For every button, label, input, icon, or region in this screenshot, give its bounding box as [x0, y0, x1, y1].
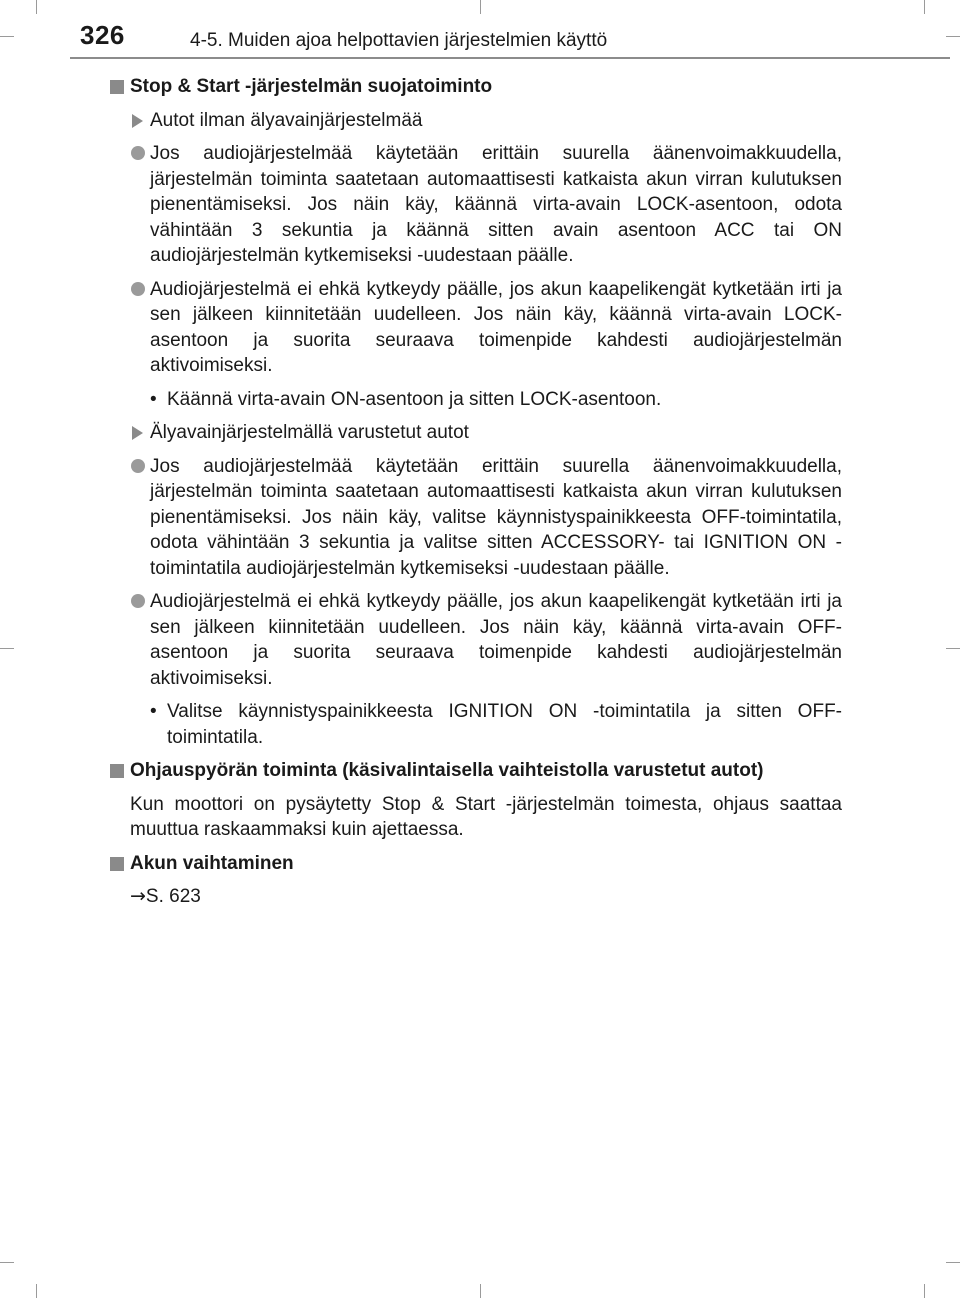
triangle-bullet-icon	[132, 114, 143, 128]
circle-bullet-icon	[131, 594, 145, 608]
crop-mark	[946, 648, 960, 649]
square-bullet-icon	[110, 764, 124, 778]
list-item-text: Audiojärjestelmä ei ehkä kytkeydy päälle, jos akun kaapelikengät kytketään irti ja sen jälkeen kiinnitetään uudelleen. Jos näin käy, käännä virta-avain OFF-asentoon ja suorita seuraava toimenpide kahdesti audiojärjestelmän aktivoimiseksi.	[150, 591, 842, 689]
sub-list-item	[110, 699, 842, 750]
list-item	[110, 454, 842, 582]
page-content	[110, 74, 842, 910]
crop-mark	[480, 1284, 481, 1298]
group-label-text: Autot ilman älyavainjärjestelmää	[150, 109, 423, 131]
section-title: 4-5. Muiden ajoa helpottavien järjestelmien käyttö	[190, 30, 608, 51]
square-bullet-icon	[110, 857, 124, 871]
square-bullet-icon	[110, 80, 124, 94]
crop-mark	[946, 1262, 960, 1263]
small-bullet-icon: •	[150, 388, 157, 410]
page-reference-link[interactable]: S. 623	[145, 886, 201, 907]
circle-bullet-icon	[131, 282, 145, 296]
group-label-text: Älyavainjärjestelmällä varustetut autot	[150, 422, 469, 443]
arrow-right-icon: →	[130, 885, 146, 907]
page-reference	[110, 884, 842, 910]
paragraph: Kun moottori on pysäytetty Stop & Start -järjestelmän toimesta, ohjaus saattaa muuttua raskaammaksi kuin ajettaessa.	[130, 793, 842, 840]
crop-mark	[0, 1262, 14, 1263]
group-label	[110, 420, 842, 446]
list-item	[110, 277, 842, 379]
group-label	[110, 108, 842, 134]
heading-text: Akun vaihtaminen	[130, 852, 294, 874]
crop-mark	[36, 1284, 37, 1298]
circle-bullet-icon	[131, 146, 145, 160]
sub-list-item-text: Käännä virta-avain ON-asentoon ja sitten LOCK-asentoon.	[167, 388, 662, 410]
header-divider	[70, 57, 950, 59]
circle-bullet-icon	[131, 459, 145, 473]
triangle-bullet-icon	[132, 426, 143, 440]
page-number: 326	[80, 20, 125, 50]
section-heading	[110, 851, 842, 877]
list-item-text: Jos audiojärjestelmää käytetään erittäin suurella äänenvoimakkuudella, järjestelmän toiminta saatetaan automaattisesti katkaista akun virran kulutuksen pienentämiseksi. Jos näin käy, valitse käynnistyspainikkeesta OFF-toimintatila, odota vähintään 3 sekuntia ja valitse sitten ACCESSORY- tai IGNITION ON -toimintatila audiojärjestelmän kytkemiseksi -uudestaan päälle.	[150, 455, 842, 579]
small-bullet-icon: •	[150, 701, 157, 722]
section-heading	[110, 74, 842, 100]
list-item-text: Jos audiojärjestelmää käytetään erittäin suurella äänenvoimakkuudella, järjestelmän toiminta saatetaan automaattisesti katkaista akun virran kulutuksen pienentämiseksi. Jos näin käy, käännä virta-avain LOCK-asentoon, odota vähintään 3 sekuntia ja käännä sitten avain asentoon ACC tai ON audiojärjestelmän kytkemiseksi -uudestaan päälle.	[150, 143, 842, 266]
list-item	[110, 589, 842, 691]
heading-text: Ohjauspyörän toiminta (käsivalintaisella vaihteistolla varustetut autot)	[130, 760, 764, 781]
page-header	[0, 0, 960, 58]
section-heading	[110, 758, 842, 784]
list-item	[110, 141, 842, 269]
list-item-text: Audiojärjestelmä ei ehkä kytkeydy päälle, jos akun kaapelikengät kytketään irti ja sen jälkeen kiinnitetään uudelleen. Jos näin käy, käännä virta-avain LOCK-asentoon ja suorita seuraava toimenpide kahdesti audiojärjestelmän aktivoimiseksi.	[150, 278, 842, 376]
crop-mark	[0, 648, 14, 649]
sub-list-item	[110, 387, 842, 413]
heading-text: Stop & Start -järjestelmän suojatoiminto	[130, 76, 493, 97]
sub-list-item-text: Valitse käynnistyspainikkeesta IGNITION ON -toimintatila ja sitten OFF-toimintatila.	[167, 701, 842, 748]
crop-mark	[924, 1284, 925, 1298]
